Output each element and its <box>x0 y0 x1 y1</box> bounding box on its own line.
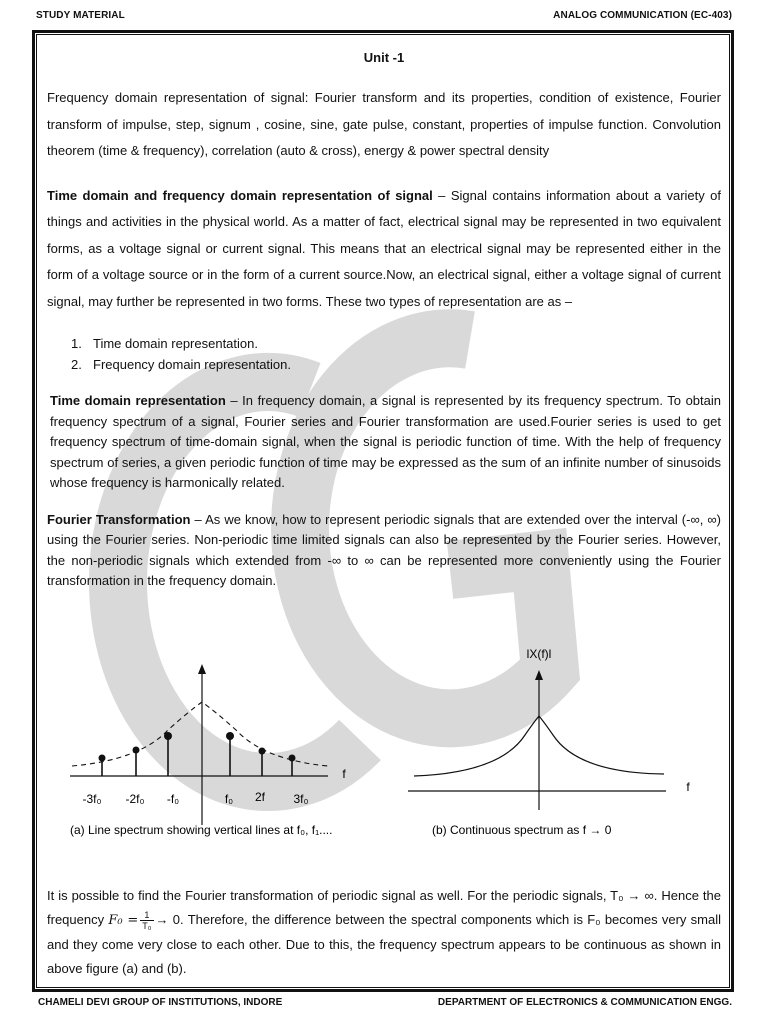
section-heading: Time domain and frequency domain representation of signal <box>47 187 433 203</box>
spectral-dot <box>99 755 106 762</box>
spectrum-figures <box>60 647 700 840</box>
section-heading: Time domain representation <box>50 393 226 408</box>
spectral-dot <box>133 747 140 754</box>
syllabus-paragraph: Frequency domain representation of signal: Fourier transform and its properties, condition of existence, Fourier transform of impulse, step, signum , cosine, sine, gate pulse, constant, properties of impulse function. Convolution theorem (time & frequency), correlation (auto & cross), energy & power spectral density <box>47 90 721 158</box>
tick-label: -2f₀ <box>125 792 145 806</box>
section-time-domain-representation <box>47 391 721 494</box>
chart-title: lX(f)l <box>526 647 552 661</box>
section-body: – As we know, how to represent periodic signals that are extended over the interval (-∞, ∞) using the Fourier series. Non-periodic time limited signals can also be represented by the Fourier series. However, the non-periodic signals which extended from -∞ to ∞ can be represented more conveniently using the Fourier transformation in the frequency domain. <box>47 511 721 588</box>
spectral-dot <box>289 755 296 762</box>
closing-paragraph: It is possible to find the Fourier transformation of periodic signal as well. For the periodic signals, T₀ → ∞. Hence the frequency F₀ = $\frac{1}{\text{T₀}}$ → 0. Therefore, the difference between the spectral components which is F₀ becomes very small and they come very close to each other. Due to this, the frequency spectrum appears to be continuous as shown in above figure (a) and (b). <box>47 888 722 976</box>
footer-left: CHAMELI DEVI GROUP OF INSTITUTIONS, INDORE <box>38 997 283 1008</box>
section-body: – Signal contains information about a variety of things and activities in the physical world. As a matter of fact, electrical signal may be represented in two equivalent forms, as a voltage signal or current signal. This means that an electrical signal may be represented either in the form of a voltage source or in the form of a current source.Now, an electrical signal, either a voltage signal of current signal, may further be represented in two forms. These two types of representation are as – <box>47 187 722 309</box>
header-right: ANALOG COMMUNICATION (EC-403) <box>553 10 732 21</box>
list-item: 2. Frequency domain representation. <box>71 357 292 372</box>
tick-label: -3f₀ <box>82 792 102 806</box>
header-left: STUDY MATERIAL <box>36 10 125 21</box>
formula-fraction: $\frac{1}{\text{T₀}}$ <box>142 910 152 932</box>
caption-b: (b) Continuous spectrum as f → 0 <box>432 823 612 837</box>
section-time-freq-domain <box>47 183 721 316</box>
axis-label: f <box>686 780 690 794</box>
tick-label: f₀ <box>224 792 234 806</box>
list-item: 1. Time domain representation. <box>71 336 258 351</box>
section-heading: Fourier Transformation <box>47 511 191 527</box>
main-content <box>47 50 721 592</box>
caption-a: (a) Line spectrum showing vertical lines at f₀, f₁.... <box>70 823 333 837</box>
line-spectrum-plot <box>70 664 346 825</box>
continuous-spectrum-plot <box>408 647 690 810</box>
footer-right: DEPARTMENT OF ELECTRONICS & COMMUNICATION ENGG. <box>437 997 732 1008</box>
tick-label: 2f <box>254 790 266 804</box>
spectral-dot <box>226 732 234 740</box>
tick-label: -f₀ <box>166 792 180 806</box>
formula-rhs: → 0 <box>155 912 181 927</box>
spectral-dot <box>259 748 266 755</box>
section-body: – In frequency domain, a signal is represented by its frequency spectrum. To obtain frequency spectrum of a signal, Fourier series and Fourier transformation are used.Fourier series is used to get frequency spectrum of time-domain signal, when the signal is periodic function of time. With the help of frequency spectrum of series, a given periodic function of time may be expressed as the sum of an infinite number of sinusoids whose frequency is harmonically related. <box>50 393 721 490</box>
line-spectrum-y-arrow <box>198 664 206 674</box>
tick-label: 3f₀ <box>293 792 309 806</box>
unit-title: Unit -1 <box>363 50 405 65</box>
continuous-y-arrow <box>535 670 543 680</box>
representation-list <box>47 333 721 375</box>
spectral-dot <box>164 732 172 740</box>
formula-lhs: F₀ = <box>108 913 139 928</box>
section-fourier-transformation <box>47 510 721 592</box>
axis-label: f <box>342 767 346 781</box>
